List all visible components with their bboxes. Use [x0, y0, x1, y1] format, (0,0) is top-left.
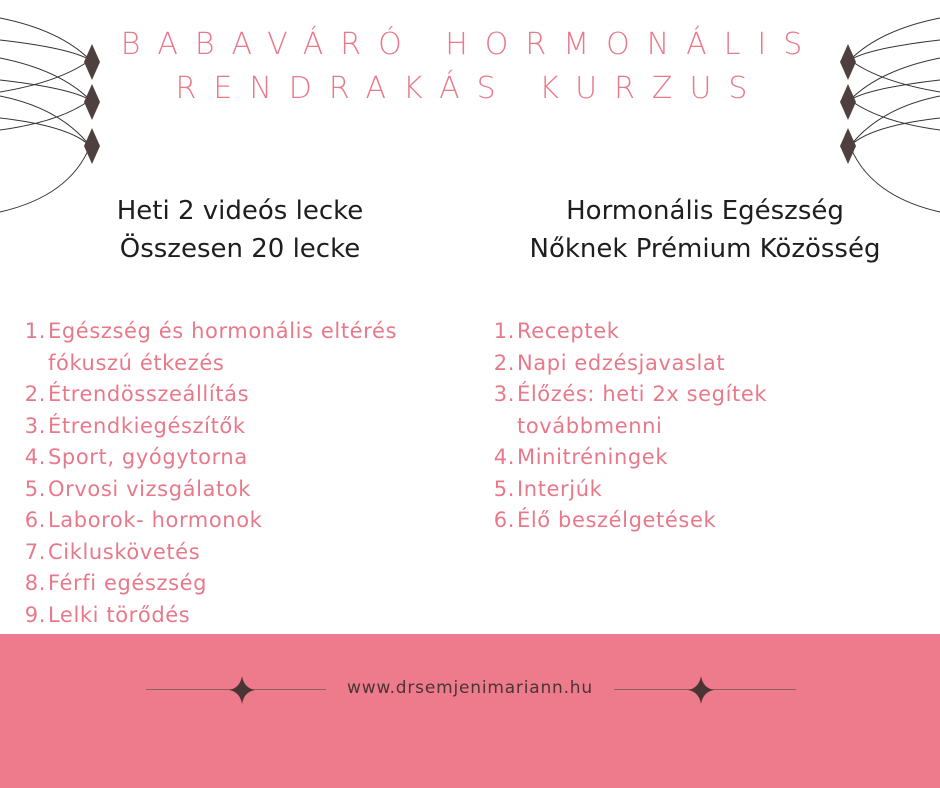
list-item-continuation: továbbmenni — [517, 413, 663, 438]
list-item: 7. Cikluskövetés — [24, 539, 201, 564]
left-column-heading — [40, 192, 440, 268]
list-item: 1. Egészség és hormonális eltérés — [24, 319, 398, 343]
list-item: 9. Lelki törődés — [24, 602, 191, 627]
list-item-continuation: fókuszú étkezés — [48, 350, 225, 375]
list-item: 4. Sport, gyógytorna — [24, 445, 248, 469]
right-community-list — [493, 316, 893, 537]
list-item: 1. Receptek — [493, 319, 620, 343]
footer-band — [0, 634, 940, 788]
list-item: 3. Élőzés: heti 2x segítek — [493, 382, 768, 406]
right-heading-line2: Nőknek Prémium Közösség — [529, 234, 881, 264]
right-heading-line1: Hormonális Egészség — [566, 196, 844, 226]
list-item: 4. Minitréningek — [493, 445, 669, 469]
sparkle-icon — [229, 676, 255, 704]
left-lesson-list — [24, 316, 444, 631]
list-item: 6. Laborok- hormonok — [24, 508, 263, 532]
left-heading-line2: Összesen 20 lecke — [119, 234, 361, 264]
website-link[interactable]: www.drsemjenimariann.hu — [347, 678, 593, 698]
list-item: 2. Étrendösszeállítás — [24, 382, 250, 406]
sparkle-icon — [688, 676, 714, 704]
list-item: 2. Napi edzésjavaslat — [493, 350, 726, 375]
list-item: 5. Orvosi vizsgálatok — [24, 476, 252, 501]
list-item: 5. Interjúk — [493, 476, 603, 501]
list-item: 8. Férfi egészség — [24, 571, 208, 595]
list-item: 6. Élő beszélgetések — [493, 508, 717, 532]
right-column-heading — [470, 192, 940, 268]
page-title-line1: BABAVÁRÓ HORMONÁLIS — [120, 27, 820, 62]
list-item: 3. Étrendkiegészítők — [24, 413, 246, 438]
left-heading-line1: Heti 2 videós lecke — [116, 196, 364, 226]
page-title-line2: RENDRAKÁS KURZUS — [175, 71, 765, 106]
